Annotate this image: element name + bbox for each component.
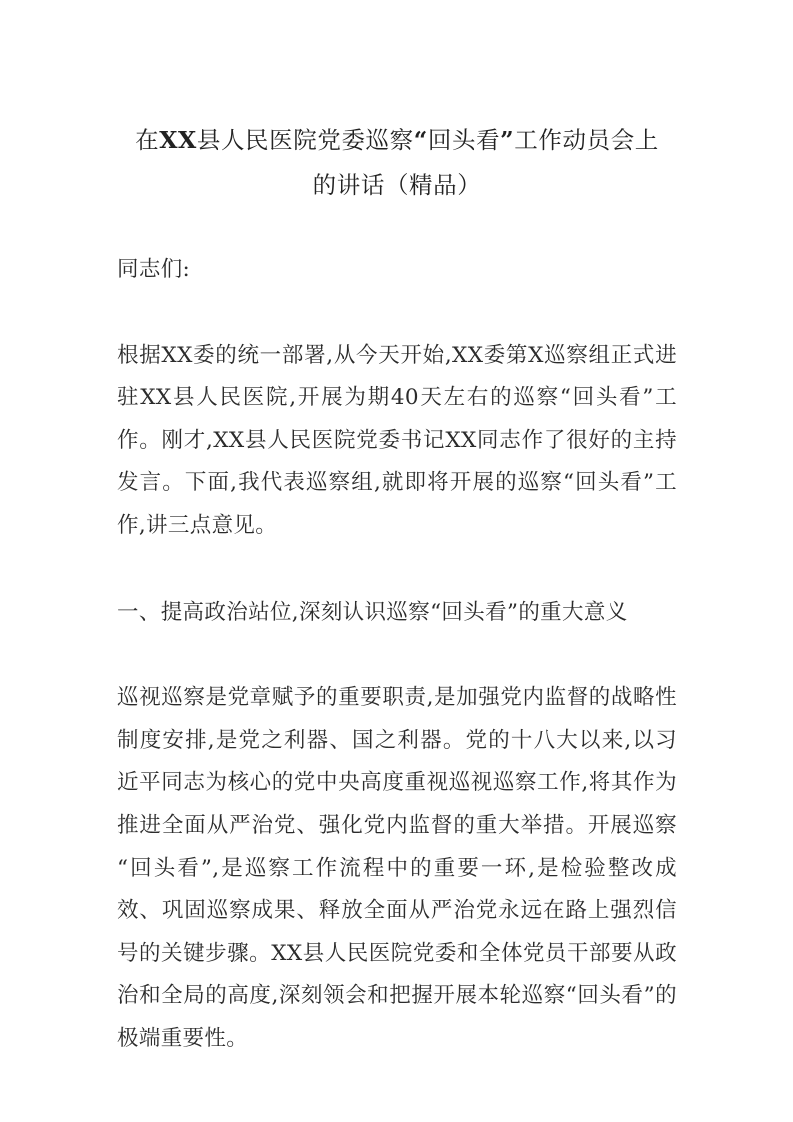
paragraph-section-1-body: 巡视巡察是党章赋予的重要职责,是加强党内监督的战略性制度安排,是党之利器、国之利器。党的十八大以来,以习近平同志为核心的党中央高度重视巡视巡察工作,将其作为推进全面从严治党、强化党内监督的重大举措。开展巡察“回头看”,是巡察工作流程中的重要一环,是检验整改成效、巩固巡察成果、释放全面从严治党永远在路上强烈信号的关键步骤。XX县人民医院党委和全体党员干部要从政治和全局的高度,深刻领会和把握开展本轮巡察“回头看”的极端重要性。 — [117, 685, 677, 1051]
page-title: 在XX县人民医院党委巡察“回头看”工作动员会上 的讲话（精品） — [135, 126, 659, 199]
section-heading-1: 一、提高政治站位,深刻认识巡察“回头看”的重大意义 — [117, 599, 628, 625]
paragraph-intro: 根据XX委的统一部署,从今天开始,XX委第X巡察组正式进驻XX县人民医院,开展为期40天左右的巡察“回头看”工作。刚才,XX县人民医院党委书记XX同志作了很好的主持发言。下面,我代表巡察组,就即将开展的巡察“回头看”工作,讲三点意见。 — [117, 342, 677, 538]
salutation: 同志们: — [117, 257, 191, 282]
document-content — [117, 118, 677, 1061]
